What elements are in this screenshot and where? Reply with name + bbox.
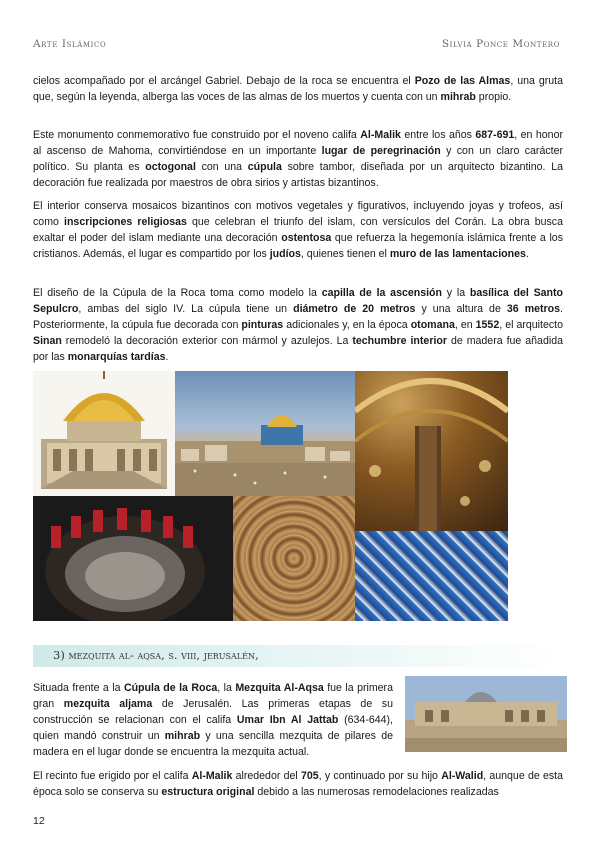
text-run: El diseño de la Cúpula de la Roca toma como modelo la (33, 287, 322, 299)
text-run: remodeló la decoración exterior con mármol y azulejos. La (61, 335, 353, 347)
bold-term: mihrab (440, 91, 476, 103)
bold-term: ostentosa (281, 232, 332, 244)
paragraph-6 (33, 768, 563, 800)
text-run: , ambas del siglo IV. La cúpula tiene un (78, 303, 294, 315)
text-run: debido a las numerosas remodelaciones realizadas (254, 786, 499, 798)
text-run: que celebran el triunfo del islam, con versículos del Corán. La obra busca exaltar el poder del islam mediante una decoración (33, 216, 563, 244)
text-run: , en (454, 319, 476, 331)
bold-term: Umar Ibn Al Jattab (236, 714, 339, 726)
interior-octagon-image (33, 496, 233, 621)
bold-term: muro de las lamentaciones (389, 248, 526, 260)
page-number: 12 (33, 815, 45, 827)
bold-term: Cúpula de la Roca (123, 682, 218, 694)
bold-term: 36 metros (506, 303, 561, 315)
text-run: El recinto fue erigido por el califa (33, 770, 192, 782)
bold-term: Sinan (33, 335, 62, 347)
text-run: . (165, 351, 169, 363)
al-aqsa-photo (405, 676, 567, 752)
bold-term: Al-Malik (191, 770, 233, 782)
photo-collage (33, 371, 508, 621)
section-heading: 3) mezquita al- aqsa, s. viii, jerusalén, (53, 648, 259, 662)
bold-term: estructura original (161, 786, 255, 798)
text-run: (634-644), quien mandó construir un (33, 714, 393, 742)
paragraph-3 (33, 198, 563, 262)
header-left: Arte Islámico (33, 38, 107, 50)
dome-interior-image (355, 371, 508, 531)
text-run: con una (195, 161, 248, 173)
bold-term: capilla de la ascensión (321, 287, 442, 299)
text-run: , la (217, 682, 236, 694)
text-run: que refuerza la hegemonía islámica frente a los cristianos. Además, el lugar es compartido por los (33, 232, 563, 260)
text-run: y la (442, 287, 470, 299)
text-run: fue la primera gran (33, 682, 393, 710)
text-run: . Posteriormente, la cúpula fue decorada con (33, 303, 563, 331)
text-run: , en honor al ascenso de Mahoma, convirtiéndose en un importante (33, 129, 563, 157)
text-run: El interior conserva mosaicos bizantinos con motivos vegetales y figurativos, incluyendo joyas y trofeos, así como (33, 200, 563, 228)
bold-term: basílica del Santo Sepulcro (33, 287, 564, 315)
ornament-ceiling-image (233, 496, 355, 621)
header-right: Silvia Ponce Montero (441, 38, 560, 50)
bold-term: mihrab (164, 730, 201, 742)
paragraph-2 (33, 127, 563, 191)
text-run: alrededor del (232, 770, 301, 782)
paragraph-1 (33, 73, 563, 105)
bold-term: diámetro de 20 metros (293, 303, 416, 315)
text-run: entre los años (400, 129, 476, 141)
text-run: adicionales y, en la época (283, 319, 411, 331)
text-run: de Jerusalén. Las primeras etapas de su construcción se relacionan con el califa (33, 698, 393, 726)
bold-term: 705 (300, 770, 319, 782)
bold-term: monarquías tardías (67, 351, 166, 363)
paragraph-5 (33, 680, 393, 760)
bold-term: judíos (269, 248, 301, 260)
bold-term: otomana (410, 319, 455, 331)
bold-term: pinturas (241, 319, 284, 331)
text-run: cielos acompañado por el arcángel Gabriel. Debajo de la roca se encuentra el (33, 75, 415, 87)
bold-term: Al-Malik (360, 129, 401, 141)
bold-term: lugar de peregrinación (321, 145, 441, 157)
text-run: sobre tambor, diseñada por un arquitecto bizantino. La decoración fue realizada por maestros de obra sirios y artistas bizantinos. (33, 161, 563, 189)
bold-term: Pozo de las Almas (414, 75, 511, 87)
text-run: , el arquitecto (499, 319, 563, 331)
text-run: y una altura de (415, 303, 507, 315)
bold-term: octogonal (145, 161, 196, 173)
text-run: , y continuado por su hijo (318, 770, 442, 782)
bold-term: mezquita aljama (63, 698, 153, 710)
text-run: , quienes tienen el (300, 248, 390, 260)
bold-term: Mezquita Al-Aqsa (235, 682, 324, 694)
bold-term: inscripciones religiosas (64, 216, 187, 228)
text-run: , una gruta que, según la leyenda, alberga las voces de las almas de los muertos y cuenta con un (33, 75, 563, 103)
dome-cutaway-image (33, 371, 175, 496)
blue-tiles-image (355, 531, 508, 621)
text-run: , aunque de esta época solo se conserva su (33, 770, 563, 798)
text-run: Este monumento conmemorativo fue construido por el noveno califa (33, 129, 361, 141)
text-run: de madera fue añadida por las (33, 335, 563, 363)
text-run: propio. (475, 91, 512, 103)
text-run: y una sencilla mezquita de pilares de madera en el lugar donde se encuentra la mezquita actual. (33, 730, 393, 758)
text-run: y con un claro carácter político. Su planta es (33, 145, 563, 173)
bold-term: 1552 (475, 319, 500, 331)
bold-term: cúpula (247, 161, 282, 173)
text-run: Situada frente a la (33, 682, 124, 694)
bold-term: techumbre interior (352, 335, 447, 347)
bold-term: Al-Walid (441, 770, 484, 782)
bold-term: 687-691 (475, 129, 515, 141)
section-heading-bar (33, 645, 563, 667)
dome-panorama-image (175, 371, 355, 496)
paragraph-4 (33, 285, 563, 365)
text-run: . (525, 248, 529, 260)
